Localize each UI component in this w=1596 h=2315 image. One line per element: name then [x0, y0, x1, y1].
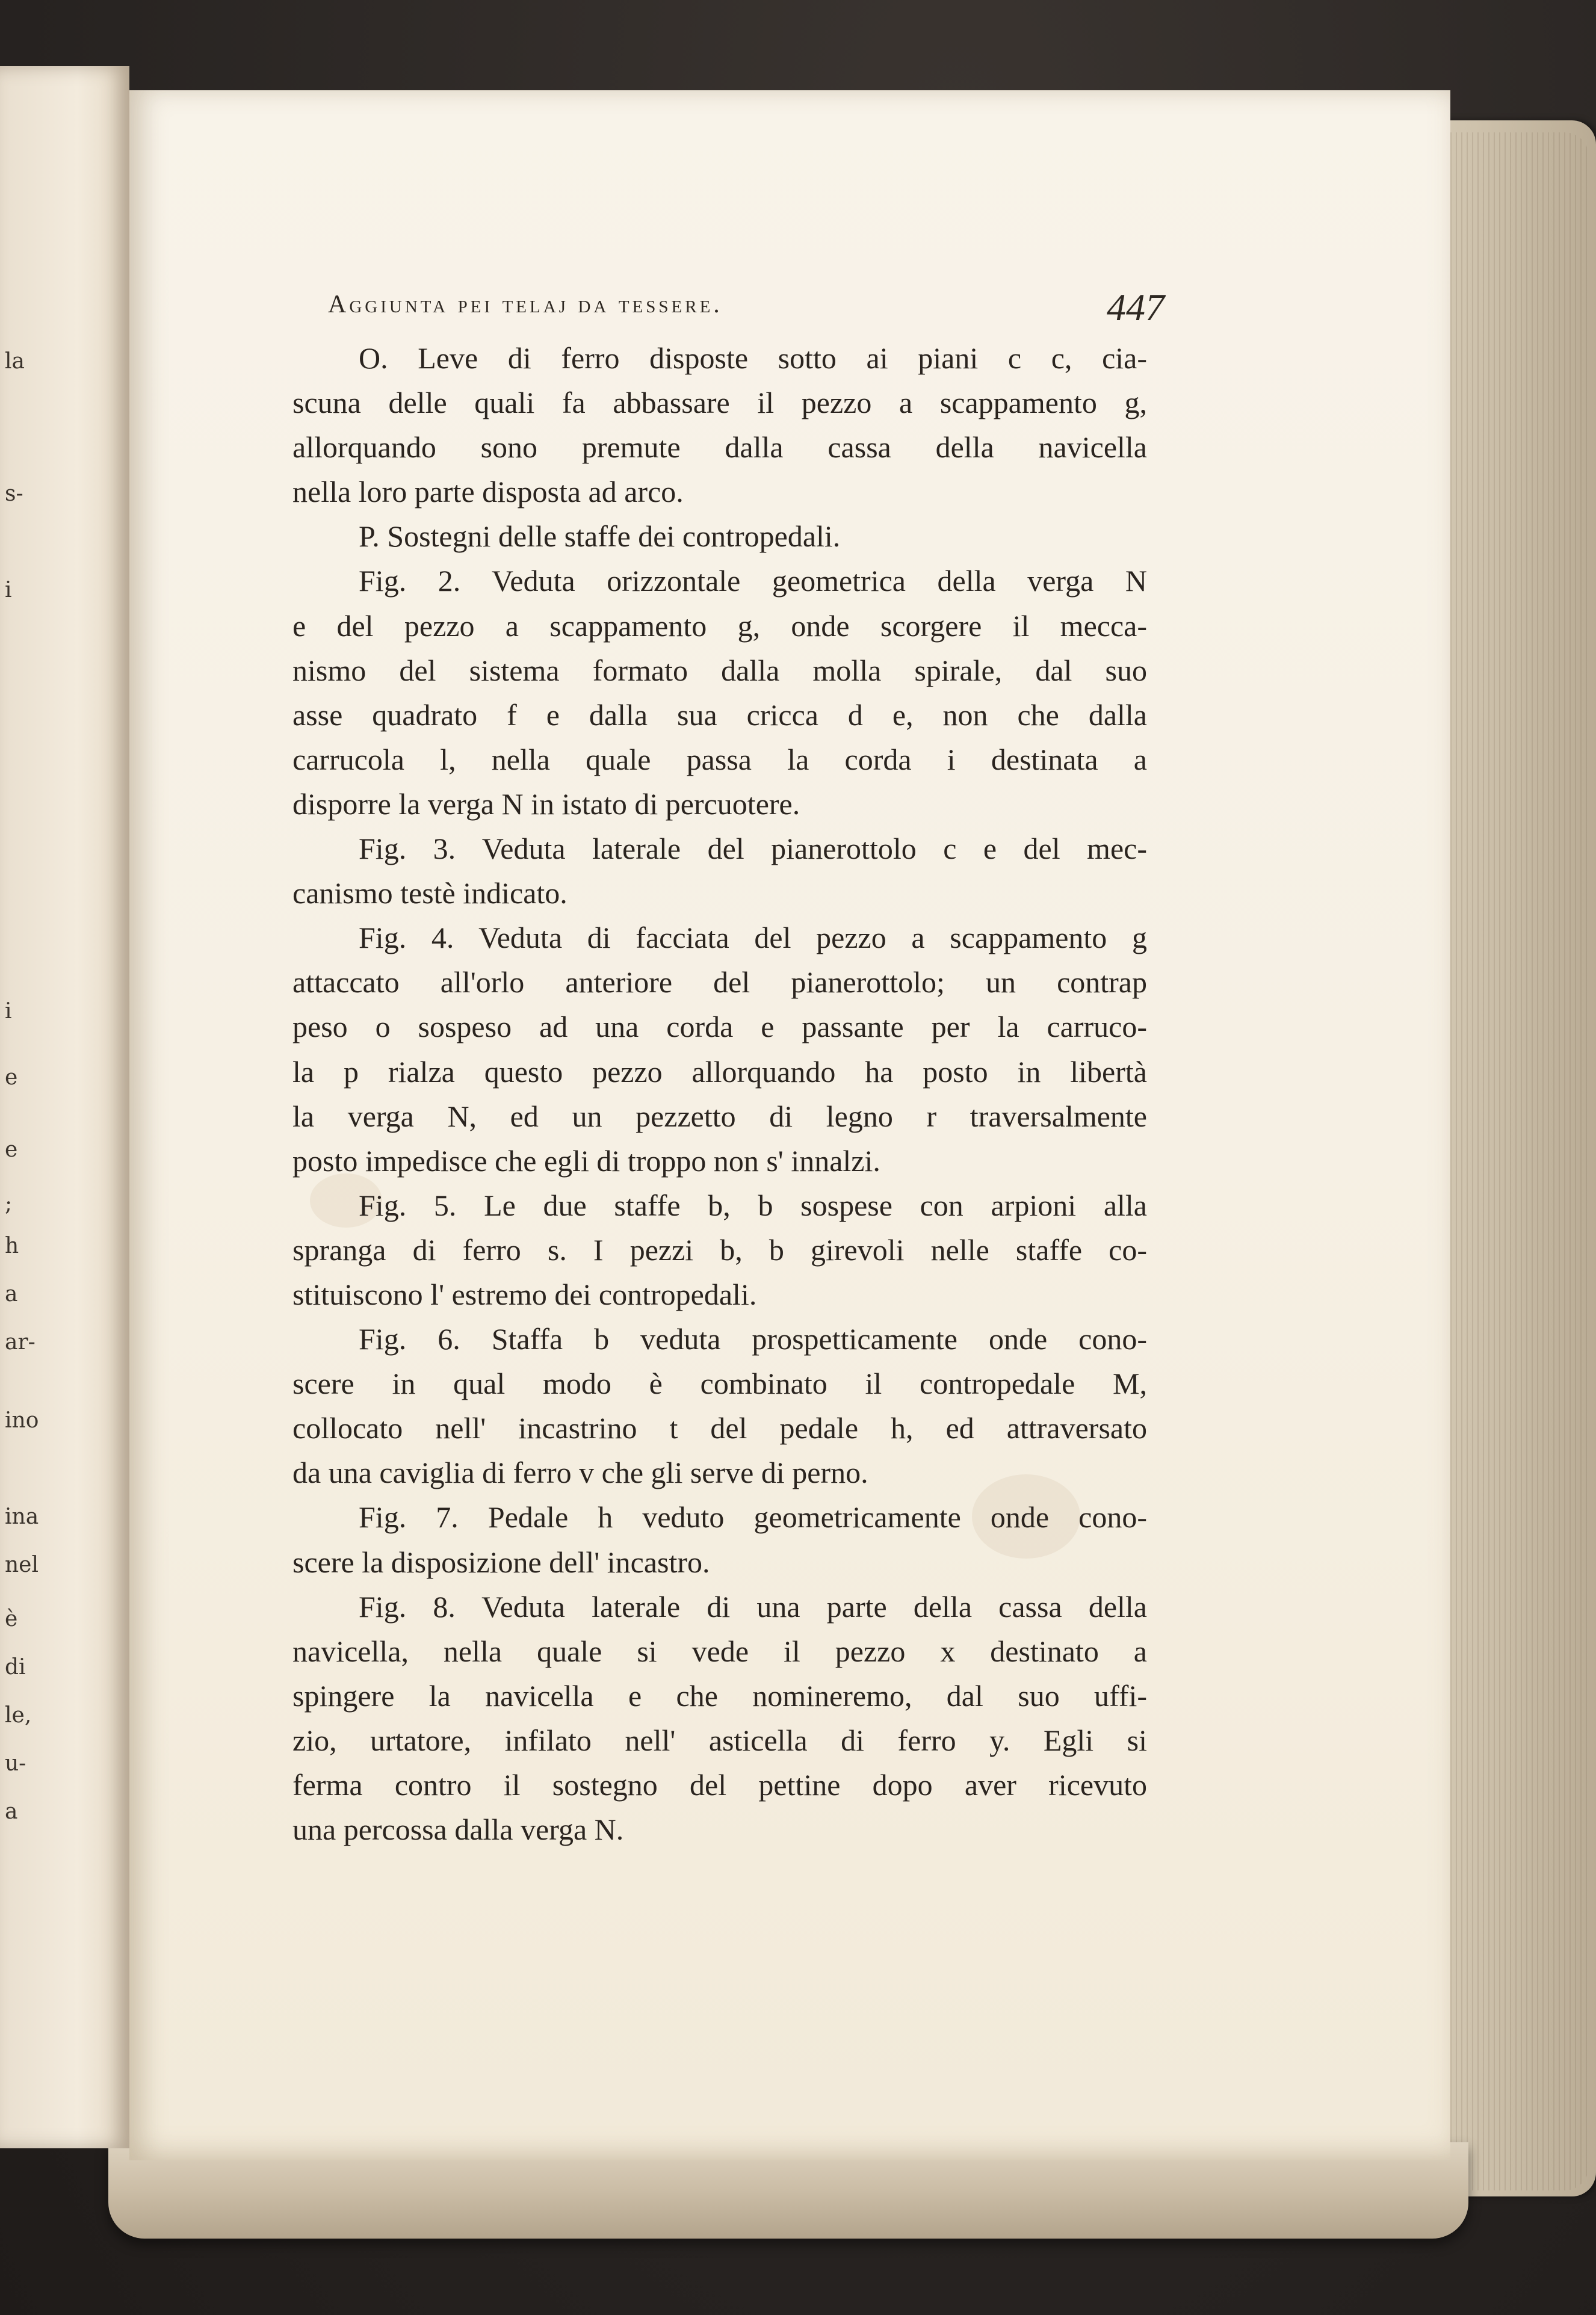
text-line: ferma contro il sostegno del pettine dopo aver ricevuto — [292, 1768, 1147, 1802]
left-page-fragment: è — [5, 1607, 18, 1631]
text-line: Fig. 6. Staffa b veduta prospetticamente onde cono- — [359, 1322, 1147, 1356]
text-line: nella loro parte disposta ad arco. — [292, 475, 684, 509]
running-head — [328, 285, 1165, 333]
text-line: Fig. 3. Veduta laterale del pianerottolo c e del mec- — [359, 832, 1147, 866]
text-line: Fig. 2. Veduta orizzontale geometrica della verga N — [359, 564, 1147, 598]
left-page-fragment: ; — [5, 1191, 13, 1216]
text-line: navicella, nella quale si vede il pezzo x destinato a — [292, 1634, 1147, 1668]
page-number: 447 — [1107, 286, 1165, 329]
text-line: asse quadrato f e dalla sua cricca d e, non che dalla — [292, 697, 1147, 732]
left-page-fragment: i — [5, 999, 12, 1024]
left-page-fragment: u- — [5, 1751, 26, 1776]
text-line: scuna delle quali fa abbassare il pezzo a scappamento g, — [292, 386, 1147, 420]
text-line: da una caviglia di ferro v che gli serve di perno. — [292, 1456, 868, 1490]
text-line: carrucola l, nella quale passa la corda i destinata a — [292, 742, 1147, 776]
text-line: scere in qual modo è combinato il contropedale M, — [292, 1367, 1147, 1401]
left-page-fragment: e — [5, 1065, 18, 1090]
text-line: Fig. 8. Veduta laterale di una parte della cassa della — [359, 1589, 1147, 1624]
left-page-fragment: la — [5, 349, 25, 374]
text-line: nismo del sistema formato dalla molla spirale, dal suo — [292, 653, 1147, 687]
text-line: una percossa dalla verga N. — [292, 1813, 624, 1847]
left-page-text-fragments — [0, 66, 129, 2148]
left-page-fragment: ar- — [5, 1330, 36, 1355]
left-page-fragment: i — [5, 578, 12, 602]
text-line: P. Sostegni delle staffe dei contropedali. — [359, 519, 841, 554]
left-page-fragment: h — [5, 1234, 19, 1258]
text-line: Fig. 5. Le due staffe b, b sospese con arpioni alla — [359, 1188, 1147, 1222]
text-line: peso o sospeso ad una corda e passante per la carruco- — [292, 1010, 1147, 1044]
text-line: scere la disposizione dell' incastro. — [292, 1545, 710, 1579]
left-page-fragment: a — [5, 1282, 18, 1306]
running-head-title: Aggiunta pei telaj da tessere. — [328, 291, 723, 318]
left-page-fragment: ino — [5, 1408, 39, 1433]
text-line: la verga N, ed un pezzetto di legno r traversalmente — [292, 1099, 1147, 1133]
text-line: canismo testè indicato. — [292, 876, 568, 910]
left-page-fragment: di — [5, 1655, 26, 1680]
text-line: attaccato all'orlo anteriore del pianerottolo; un contrap — [292, 965, 1147, 1000]
text-line: zio, urtatore, infilato nell' asticella di ferro y. Egli si — [292, 1723, 1147, 1757]
text-line: O. Leve di ferro disposte sotto ai piani c c, cia- — [359, 341, 1147, 375]
text-line: Fig. 7. Pedale h veduto geometricamente onde cono- — [359, 1500, 1147, 1535]
text-line: e del pezzo a scappamento g, onde scorgere il mecca- — [292, 608, 1147, 643]
left-page-fragment: a — [5, 1799, 18, 1824]
left-page-fragment: le, — [5, 1703, 32, 1728]
text-line: allorquando sono premute dalla cassa della navicella — [292, 430, 1147, 465]
text-line: collocato nell' incastrino t del pedale h, ed attraversato — [292, 1411, 1147, 1445]
text-line: spingere la navicella e che nomineremo, dal suo uffi- — [292, 1678, 1147, 1713]
text-line: stituiscono l' estremo dei contropedali. — [292, 1277, 757, 1311]
left-page-fragment: s- — [5, 481, 23, 506]
left-facing-page — [0, 66, 129, 2148]
left-page-fragment: ina — [5, 1504, 39, 1529]
text-line: disporre la verga N in istato di percuotere. — [292, 787, 800, 821]
text-line: Fig. 4. Veduta di facciata del pezzo a scappamento g — [359, 921, 1147, 955]
text-line: la p rialza questo pezzo allorquando ha posto in libertà — [292, 1054, 1147, 1089]
left-page-fragment: e — [5, 1137, 18, 1162]
text-line: spranga di ferro s. I pezzi b, b girevoli nelle staffe co- — [292, 1232, 1147, 1267]
text-line: posto impedisce che egli di troppo non s' innalzi. — [292, 1143, 880, 1178]
left-page-fragment: nel — [5, 1553, 39, 1577]
page-body-text — [292, 336, 1147, 1852]
